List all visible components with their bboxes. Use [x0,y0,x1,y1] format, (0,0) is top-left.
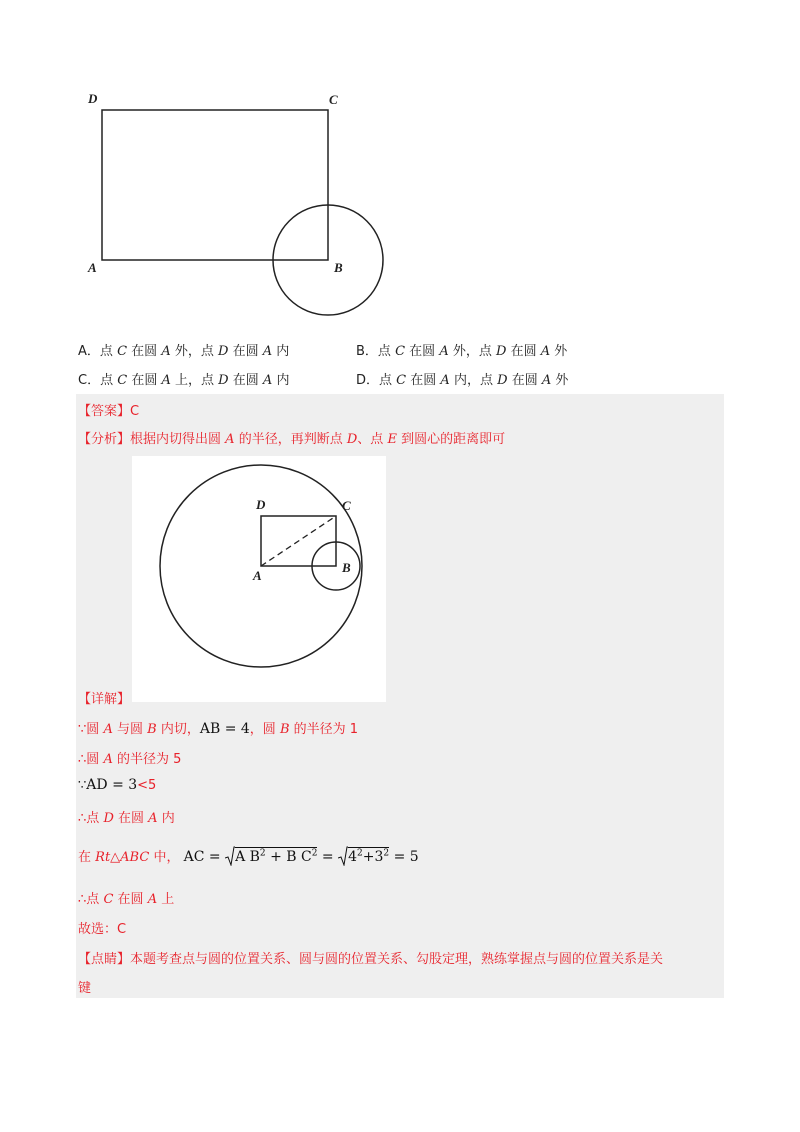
detail-line-6: ∴点 C 在圆 A 上 [78,892,175,907]
label-c: C [342,498,351,513]
equation-ab: AB = 4 [199,721,250,737]
analysis-tag: 【分析】 [78,432,131,447]
option-letter: B． [356,344,378,359]
diagonal-ac [261,516,336,566]
option-a[interactable]: A．点 C 在圆 A 外，点 D 在圆 A 内 [78,344,290,359]
label-c: C [329,92,338,107]
option-b[interactable]: B．点 C 在圆 A 外，点 D 在圆 A 外 [356,344,568,359]
option-letter: D． [356,373,380,388]
detail-line-7: 故选：C [78,922,127,937]
detail-line-1: ∵圆 A 与圆 B 内切，AB = 4，圆 B 的半径为 1 [78,721,359,737]
detail-tag: 【详解】 [78,692,131,707]
comment-tag: 【点睛】 [78,952,131,967]
figure-rectangle-circle [80,88,400,320]
label-d: D [88,91,98,106]
label-d: D [256,497,266,512]
radical-icon [225,846,235,866]
radical-icon [338,846,348,866]
comment-line-1: 【点睛】本题考查点与圆的位置关系、圆与圆的位置关系、勾股定理，熟练掌握点与圆的位置关系是关 [78,952,664,967]
answer-value: C [130,404,140,419]
label-b: B [342,560,351,575]
answer-line [78,400,139,419]
label-a: A [253,568,262,583]
rectangle-abcd [102,110,328,260]
option-letter: A． [78,344,100,359]
detail-line-2: ∴圆 A 的半径为 5 [78,752,182,767]
equation-pythagoras: AC = A $B^2 + B$ $C^2$ = $4^2+3^2 = 5$ [183,848,419,865]
analysis-line: 【分析】根据内切得出圆 A 的半径，再判断点 D、点 E 到圆心的距离即可 [78,432,506,447]
option-d[interactable]: D．点 C 在圆 A 内，点 D 在圆 A 外 [356,373,569,388]
option-letter: C． [78,373,101,388]
comment-line-2: 键 [78,981,92,996]
detail-line-5: 在 Rt△ABC 中， AC = A $B^2 + B$ $C^2$ = $4^2+3^2 = 5$ [78,848,419,865]
option-c[interactable]: C．点 C 在圆 A 上，点 D 在圆 A 内 [78,373,290,388]
figure-solution-diagram [132,456,386,702]
equation-ad: AD = 3 [86,777,138,793]
detail-line-4: ∴点 D 在圆 A 内 [78,811,175,826]
answer-tag: 【答案】 [78,404,131,419]
label-a: A [88,260,97,275]
detail-line-3: ∵AD = 3<5 [78,777,157,793]
label-b: B [334,260,343,275]
